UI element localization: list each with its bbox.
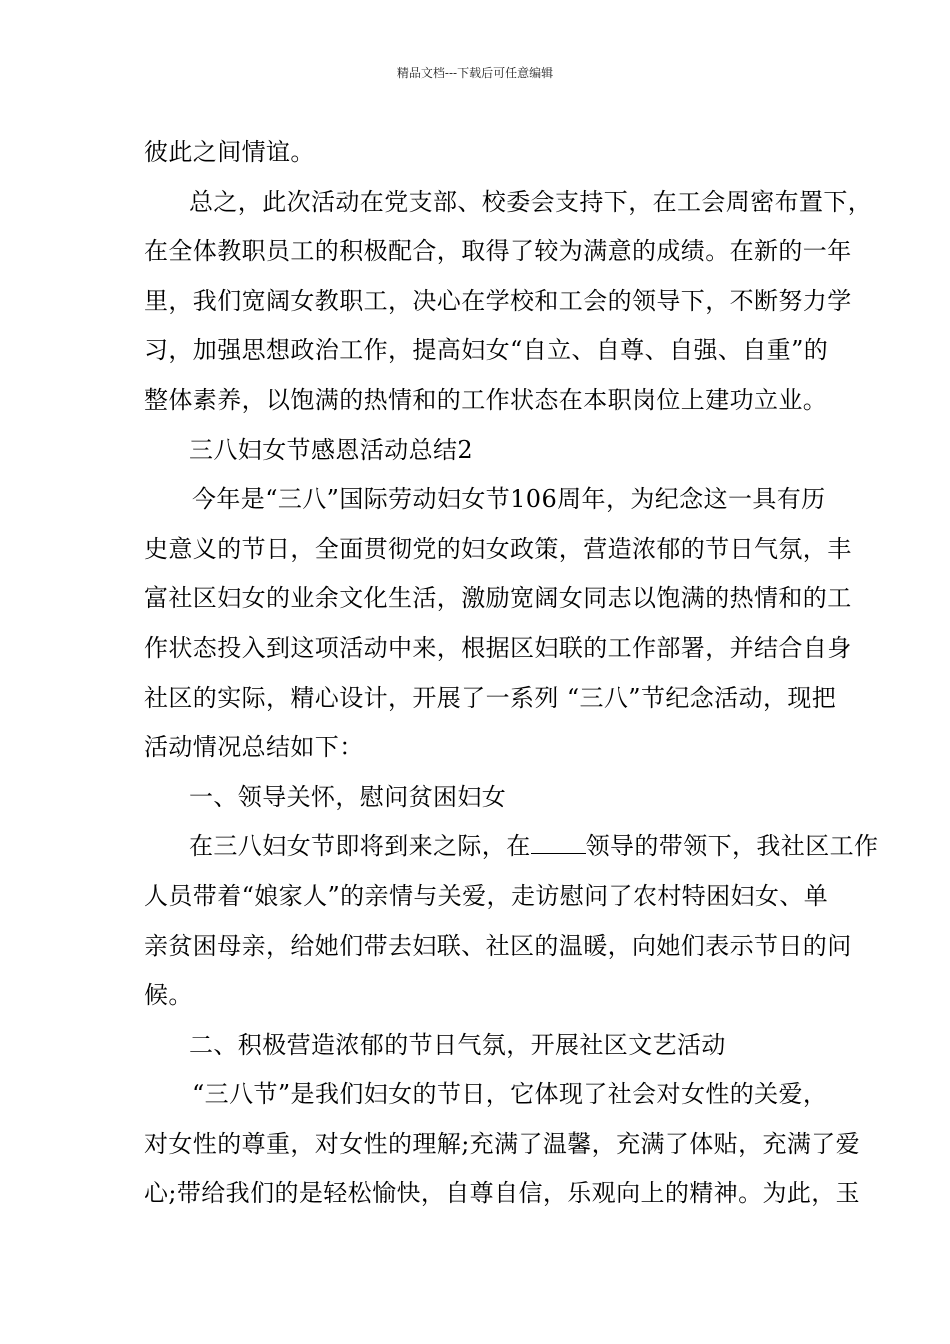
paragraph-line: 习，加强思想政治工作，提高妇女“自立、自尊、自强、自重”的: [144, 336, 829, 365]
paragraph-line: 在全体教职员工的积极配合，取得了较为满意的成绩。在新的一年: [144, 237, 852, 266]
paragraph-line: 对女性的尊重，对女性的理解;充满了温馨，充满了体贴，充满了爱: [144, 1129, 861, 1158]
line-text-after-blank: 领导的带领下，我社区工作: [585, 832, 879, 861]
section-title: 三八妇女节感恩活动总结2: [189, 435, 474, 464]
paragraph-line: [144, 822, 879, 872]
paragraph-line: 富社区妇女的业余文化生活，激励宽阔女同志以饱满的热情和的工: [144, 584, 852, 613]
paragraph-line: 社区的实际，精心设计，开展了一系列 “三八”节纪念活动，现把: [144, 683, 837, 712]
line-text-before-blank: 在三八妇女节即将到来之际，在: [189, 832, 531, 861]
paragraph-line: 总之，此次活动在党支部、校委会支持下，在工会周密布置下，: [189, 187, 873, 216]
paragraph-line: “三八节”是我们妇女的节日，它体现了社会对女性的关爱，: [192, 1080, 828, 1109]
paragraph-line: 人员带着“娘家人”的亲情与关爱，走访慰问了农村特困妇女、单: [144, 881, 829, 910]
paragraph-line: 心;带给我们的是轻松愉快，自尊自信，乐观向上的精神。为此，玉: [144, 1179, 861, 1208]
paragraph-line: 整体素养，以饱满的热情和的工作状态在本职岗位上建功立业。: [144, 385, 828, 414]
paragraph-line: 亲贫困母亲，给她们带去妇联、社区的温暖，向她们表示节日的问: [144, 931, 852, 960]
document-body: [144, 128, 879, 1219]
paragraph-line: 里，我们宽阔女教职工，决心在学校和工会的领导下，不断努力学: [144, 286, 852, 315]
paragraph-line: 彼此之间情谊。: [144, 138, 315, 166]
paragraph-line: 活动情况总结如下：: [144, 733, 364, 762]
paragraph-line: 史意义的节日，全面贯彻党的妇女政策，营造浓郁的节日气氛，丰: [144, 534, 852, 563]
section-heading: 一、领导关怀，慰问贫困妇女: [189, 782, 507, 811]
paragraph-line: 作状态投入到这项活动中来，根据区妇联的工作部署，并结合自身: [144, 633, 852, 662]
paragraph-line: 候。: [144, 981, 193, 1010]
section-heading: 二、积极营造浓郁的节日气氛，开展社区文艺活动: [189, 1030, 726, 1059]
paragraph-line: 今年是“三八”国际劳动妇女节106周年，为纪念这一具有历: [192, 485, 826, 514]
fill-in-blank: [531, 839, 586, 854]
page-header: 精品文档---下载后可任意编辑: [396, 66, 554, 80]
